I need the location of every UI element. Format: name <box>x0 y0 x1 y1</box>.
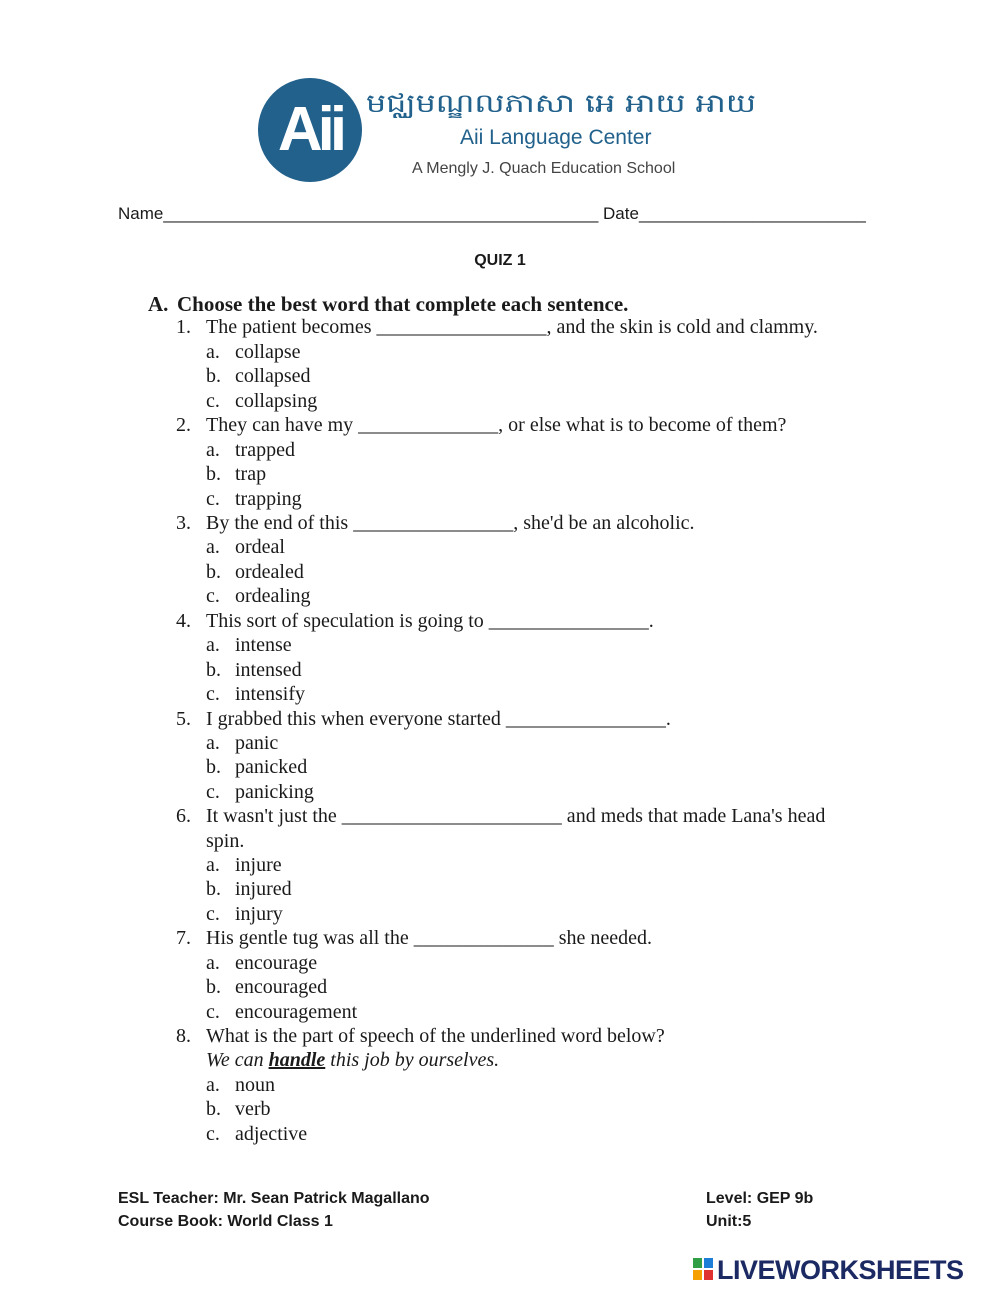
teacher-info: ESL Teacher: Mr. Sean Patrick Magallano <box>118 1190 430 1207</box>
date-label: Date <box>603 204 639 223</box>
question-text-continued: spin. <box>206 830 245 852</box>
option-text[interactable]: collapsing <box>235 390 318 412</box>
date-field[interactable]: ________________________ <box>638 204 866 223</box>
logo-subtitle: A Mengly J. Quach Education School <box>412 160 676 177</box>
option-text[interactable]: injure <box>235 854 282 876</box>
option-letter: a. <box>206 341 220 363</box>
question-text: It wasn't just the ______________________ and meds that made Lana's head <box>206 805 826 827</box>
option-text[interactable]: encouraged <box>235 976 328 998</box>
option-text[interactable]: panic <box>235 732 279 754</box>
option-letter: b. <box>206 1098 221 1120</box>
question-number: 1. <box>176 316 191 338</box>
option-letter: b. <box>206 976 221 998</box>
section-letter: A. <box>148 292 169 316</box>
school-logo <box>258 78 758 186</box>
option-letter: a. <box>206 854 220 876</box>
option-letter: b. <box>206 365 221 387</box>
option-text[interactable]: ordealed <box>235 561 304 583</box>
option-letter: b. <box>206 756 221 778</box>
unit-info: Unit:5 <box>706 1213 752 1230</box>
name-label: Name <box>118 204 164 223</box>
option-text[interactable]: encourage <box>235 952 318 974</box>
option-text[interactable]: adjective <box>235 1123 308 1145</box>
question-text: This sort of speculation is going to ________________. <box>206 610 654 632</box>
section-title: Choose the best word that complete each sentence. <box>177 292 629 316</box>
question-text: They can have my ______________, or else what is to become of them? <box>206 414 787 436</box>
option-text[interactable]: panicking <box>235 781 314 803</box>
option-text[interactable]: intensify <box>235 683 305 705</box>
option-letter: c. <box>206 1001 220 1023</box>
option-text[interactable]: intensed <box>235 659 302 681</box>
option-letter: b. <box>206 463 221 485</box>
option-letter: c. <box>206 488 220 510</box>
option-letter: c. <box>206 390 220 412</box>
liveworksheets-logo-icon <box>693 1258 713 1280</box>
question-number: 6. <box>176 805 191 827</box>
question-text: I grabbed this when everyone started ________________. <box>206 708 671 730</box>
option-text[interactable]: encouragement <box>235 1001 358 1023</box>
option-letter: a. <box>206 634 220 656</box>
name-field[interactable]: ______________________________________________ <box>163 204 599 223</box>
logo-name: Aii Language Center <box>460 126 652 149</box>
option-text[interactable]: panicked <box>235 756 308 778</box>
option-text[interactable]: ordeal <box>235 536 285 558</box>
logo-mark: Aii <box>258 78 362 182</box>
option-text[interactable]: ordealing <box>235 585 311 607</box>
option-letter: b. <box>206 878 221 900</box>
underlined-word: handle <box>268 1049 326 1071</box>
option-letter: b. <box>206 561 221 583</box>
option-letter: c. <box>206 903 220 925</box>
question-number: 2. <box>176 414 191 436</box>
option-text[interactable]: trapped <box>235 439 295 461</box>
question-text: His gentle tug was all the ______________ she needed. <box>206 927 653 949</box>
option-text[interactable]: noun <box>235 1074 275 1096</box>
liveworksheets-text: LIVEWORKSHEETS <box>717 1255 964 1285</box>
option-text[interactable]: collapse <box>235 341 301 363</box>
question-number: 7. <box>176 927 191 949</box>
option-letter: c. <box>206 585 220 607</box>
name-date-row <box>118 204 866 224</box>
logo-khmer-name <box>364 86 758 118</box>
option-letter: a. <box>206 1074 220 1096</box>
option-letter: a. <box>206 439 220 461</box>
question-text: What is the part of speech of the underlined word below? <box>206 1025 665 1047</box>
option-text[interactable]: intense <box>235 634 292 656</box>
option-letter: c. <box>206 683 220 705</box>
option-text[interactable]: collapsed <box>235 365 311 387</box>
option-letter: a. <box>206 952 220 974</box>
level-info: Level: GEP 9b <box>706 1190 814 1207</box>
option-letter: c. <box>206 1123 220 1145</box>
question-text: By the end of this ________________, she'd be an alcoholic. <box>206 512 695 534</box>
question-number: 5. <box>176 708 191 730</box>
quiz-title: QUIZ 1 <box>474 252 526 269</box>
option-letter: a. <box>206 732 220 754</box>
option-text[interactable]: verb <box>235 1098 271 1120</box>
question-text: The patient becomes _________________, and the skin is cold and clammy. <box>206 316 818 338</box>
question-number: 3. <box>176 512 191 534</box>
example-sentence: We can handle this job by ourselves. <box>206 1049 500 1071</box>
option-text[interactable]: trapping <box>235 488 302 510</box>
option-letter: c. <box>206 781 220 803</box>
option-text[interactable]: injured <box>235 878 292 900</box>
option-text[interactable]: trap <box>235 463 267 485</box>
svg-text:មជ្ឈមណ្ឌលភាសា អេ អាយ អាយ: មជ្ឈមណ្ឌលភាសា អេ អាយ អាយ <box>366 89 756 118</box>
option-letter: a. <box>206 536 220 558</box>
option-letter: b. <box>206 659 221 681</box>
question-number: 8. <box>176 1025 191 1047</box>
option-text[interactable]: injury <box>235 903 283 925</box>
course-book-info: Course Book: World Class 1 <box>118 1213 333 1230</box>
question-number: 4. <box>176 610 191 632</box>
